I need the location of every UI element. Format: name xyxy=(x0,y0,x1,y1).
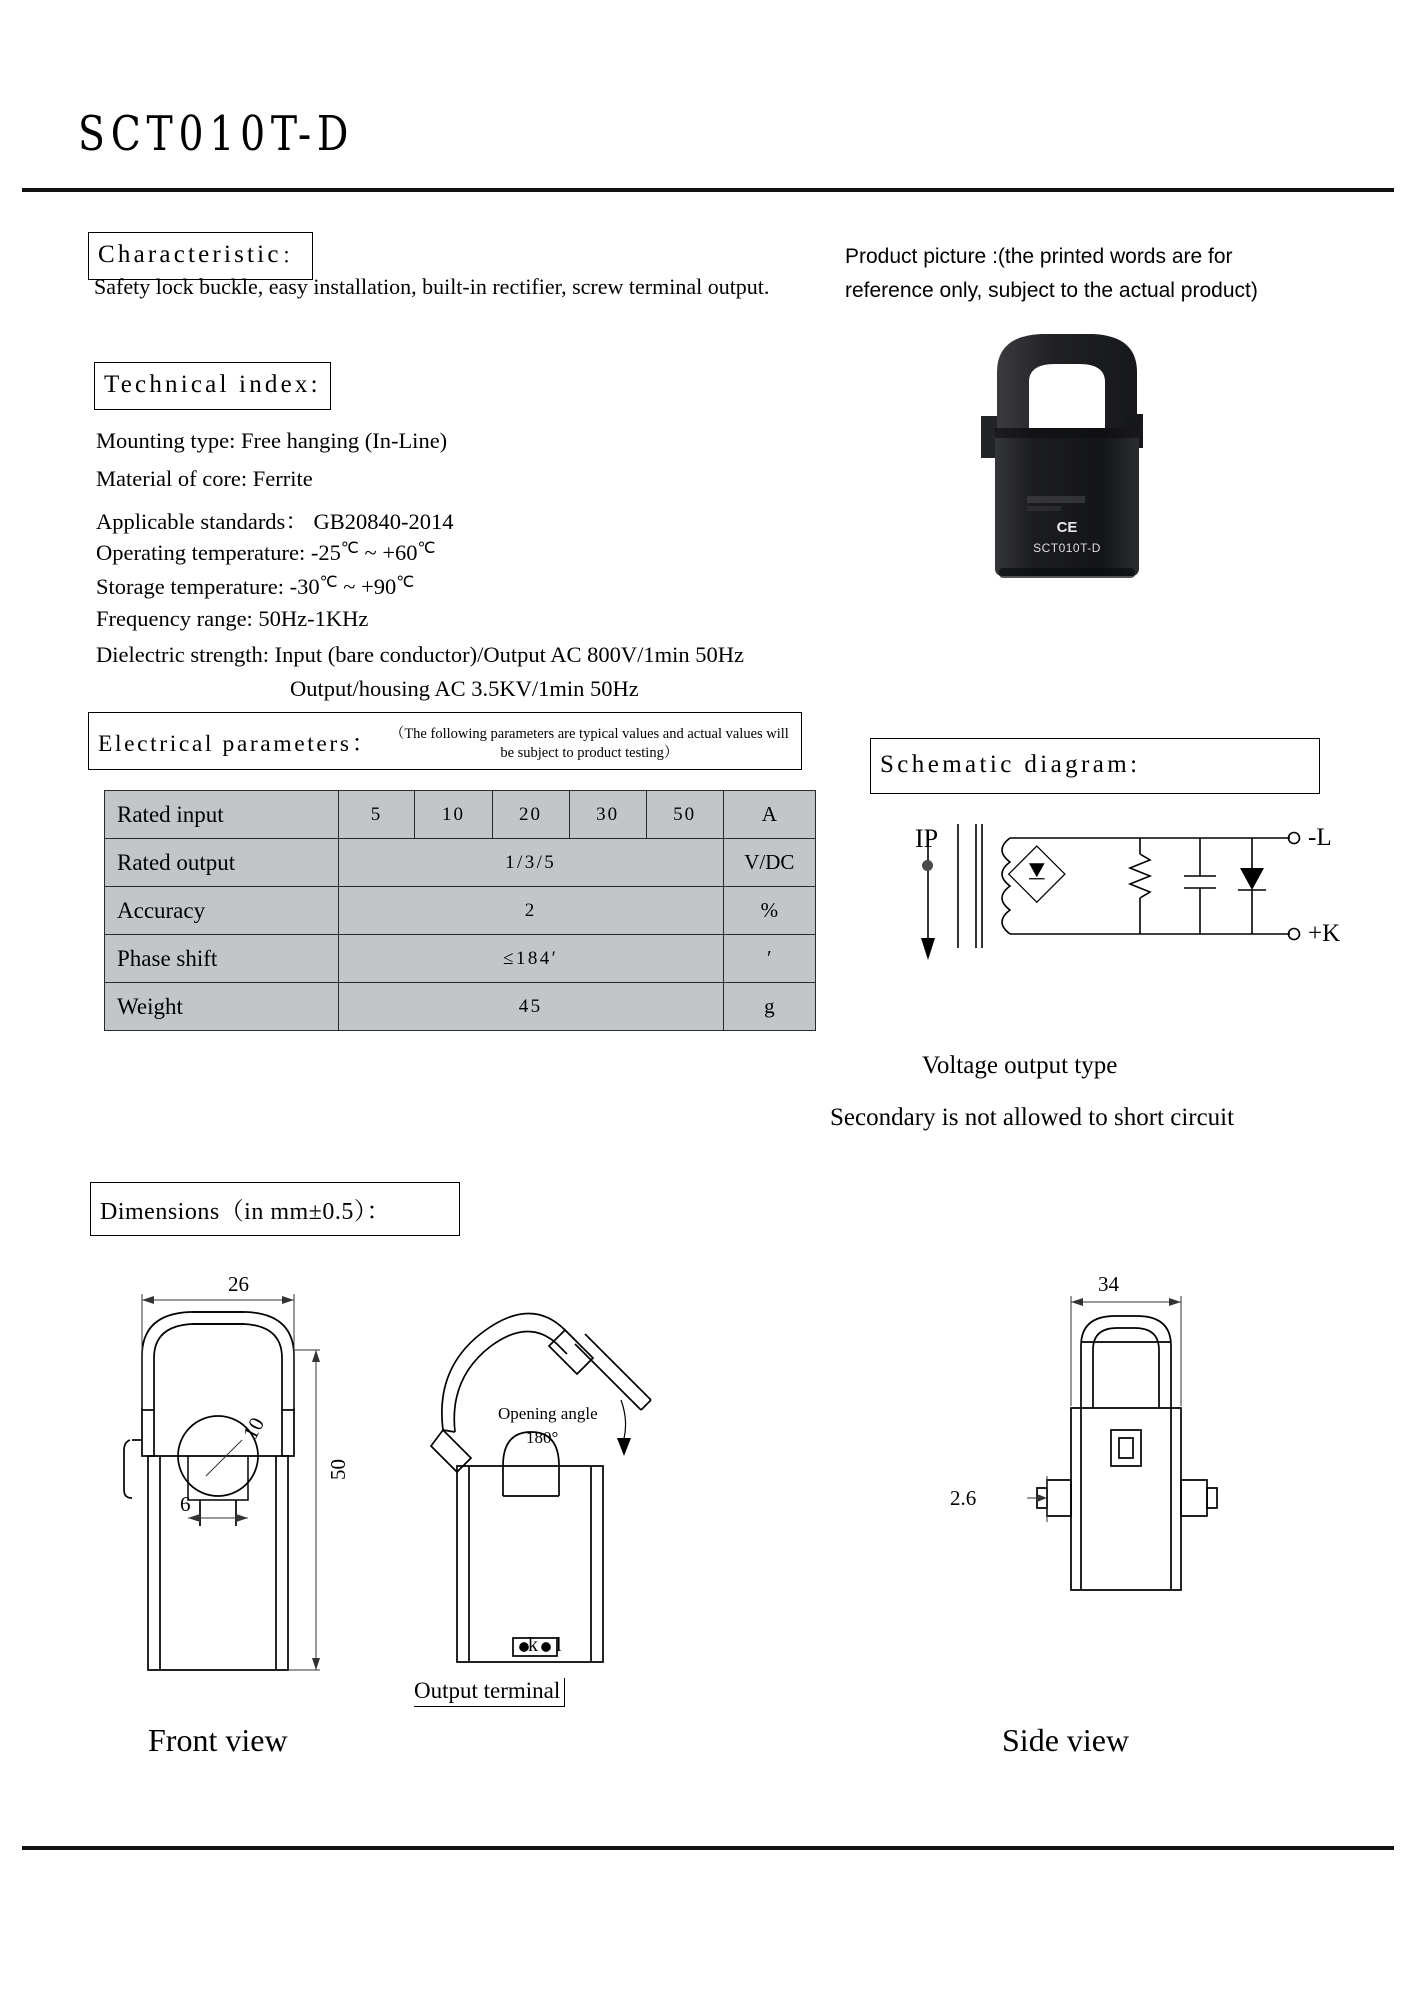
characteristic-heading-label: Characteristic xyxy=(98,241,282,268)
dimensions-heading-box xyxy=(90,1182,460,1236)
row-label-weight: Weight xyxy=(105,983,339,1031)
page-title: SCT010T-D xyxy=(78,106,355,162)
opening-angle-value: 180° xyxy=(526,1428,559,1447)
front-view-caption: Front view xyxy=(148,1722,288,1758)
row-label-accuracy: Accuracy xyxy=(105,887,339,935)
operating-temp-max: +60 xyxy=(382,540,418,566)
product-picture-caption-line2: reference only, subject to the actual product) xyxy=(845,279,1258,302)
spec-core-material: Material of core: Ferrite xyxy=(96,466,313,491)
weight-unit: g xyxy=(723,983,815,1031)
electrical-parameters-heading-box xyxy=(88,712,802,770)
opening-angle-drawing xyxy=(425,1290,675,1700)
table-row xyxy=(105,983,816,1031)
schematic-caption-short-circuit: Secondary is not allowed to short circuit xyxy=(830,1104,1235,1131)
schematic-heading-label: Schematic diagram: xyxy=(880,751,1141,778)
header-divider xyxy=(22,188,1394,192)
schematic-terminal-minus-l: -L xyxy=(1308,824,1332,851)
schematic-heading-box xyxy=(870,738,1320,794)
front-view-drawing xyxy=(120,1290,350,1700)
footer-divider xyxy=(22,1846,1394,1850)
rated-output-value: 1/3/5 xyxy=(338,839,723,887)
table-row xyxy=(105,935,816,983)
table-row xyxy=(105,791,816,839)
table-row xyxy=(105,887,816,935)
storage-temp-max: +90 xyxy=(361,574,397,600)
spec-dielectric-strength-line2: Output/housing AC 3.5KV/1min 50Hz xyxy=(290,676,639,701)
product-picture-caption-line1: Product picture :(the printed words are for xyxy=(845,245,1233,268)
rated-output-unit: V/DC xyxy=(723,839,815,887)
storage-temp-unit-max: ℃ xyxy=(396,574,415,591)
opening-angle-label: Opening angle xyxy=(498,1404,598,1423)
output-terminal-caption-box xyxy=(414,1678,565,1707)
operating-temp-unit-max: ℃ xyxy=(417,540,436,557)
schematic-terminal-plus-k: +K xyxy=(1308,920,1341,947)
accuracy-unit: % xyxy=(723,887,815,935)
spec-applicable-standards: Applicable standards： GB20840-2014 xyxy=(96,509,454,534)
electrical-parameters-note-line2: will be subject to product testing） xyxy=(500,726,789,761)
phase-shift-unit: ′ xyxy=(723,935,815,983)
storage-temp-min: -30 xyxy=(289,574,320,600)
device-model-print: SCT010T-D xyxy=(1033,541,1101,555)
side-view-caption: Side view xyxy=(1002,1722,1130,1758)
front-view-height-label: 50 xyxy=(326,1459,350,1480)
ce-mark-text: CE xyxy=(1056,519,1078,536)
electrical-parameters-table xyxy=(104,790,816,1031)
product-picture-caption xyxy=(845,240,1315,308)
side-view-drawing xyxy=(985,1290,1245,1700)
spec-frequency-range: Frequency range: 50Hz-1KHz xyxy=(96,606,369,631)
technical-index-heading-box xyxy=(94,362,331,410)
weight-value: 45 xyxy=(338,983,723,1031)
rated-input-value-5: 5 xyxy=(338,791,415,839)
storage-temp-label: Storage temperature: xyxy=(96,574,290,600)
schematic-caption-voltage-output: Voltage output type xyxy=(922,1052,1118,1079)
terminal-l-label: l xyxy=(556,1634,562,1656)
rated-input-value-20: 20 xyxy=(492,791,569,839)
rated-input-unit: A xyxy=(723,791,815,839)
front-view-inner-width-label: 6 xyxy=(180,1492,191,1516)
operating-temp-tilde: ~ xyxy=(358,540,383,566)
storage-temp-tilde: ~ xyxy=(337,574,362,600)
output-terminal-caption: Output terminal xyxy=(414,1678,561,1703)
operating-temp-label: Operating temperature: xyxy=(96,540,311,566)
rated-input-value-10: 10 xyxy=(415,791,492,839)
row-label-rated-input: Rated input xyxy=(105,791,339,839)
rated-input-value-30: 30 xyxy=(569,791,646,839)
dimensions-heading-label: Dimensions（in mm±0.5）： xyxy=(100,1198,391,1225)
table-row xyxy=(105,839,816,887)
electrical-parameters-heading-label: Electrical parameters： xyxy=(98,731,378,757)
row-label-phase-shift: Phase shift xyxy=(105,935,339,983)
rated-input-value-50: 50 xyxy=(646,791,723,839)
schematic-input-label: IP xyxy=(915,824,939,853)
technical-index-heading-label: Technical index: xyxy=(104,371,321,398)
accuracy-value: 2 xyxy=(338,887,723,935)
side-view-width-label: 34 xyxy=(1098,1272,1119,1296)
spec-dielectric-strength-line1: Dielectric strength: Input (bare conductor)/Output AC 800V/1min 50Hz xyxy=(96,642,744,667)
front-view-aperture-label: 10 xyxy=(238,1413,270,1444)
product-photo xyxy=(975,320,1175,620)
row-label-rated-output: Rated output xyxy=(105,839,339,887)
storage-temp-unit-min: ℃ xyxy=(319,574,338,591)
electrical-parameters-note-line1: （The following parameters are typical values and actual values xyxy=(389,726,763,742)
front-view-width-label: 26 xyxy=(228,1272,249,1296)
phase-shift-value: ≤184′ xyxy=(338,935,723,983)
operating-temp-unit-min: ℃ xyxy=(340,540,359,557)
characteristic-heading-colon: ： xyxy=(281,244,303,268)
spec-storage-temperature xyxy=(96,572,414,600)
operating-temp-min: -25 xyxy=(310,540,341,566)
schematic-circuit xyxy=(890,820,1340,1000)
characteristic-text: Safety lock buckle, easy installation, built-in rectifier, screw terminal output. xyxy=(94,274,770,299)
electrical-parameters-note xyxy=(378,713,801,763)
side-view-thickness-label: 2.6 xyxy=(950,1486,977,1510)
spec-mounting-type: Mounting type: Free hanging (In-Line) xyxy=(96,428,448,453)
terminal-k-label: k xyxy=(528,1634,538,1656)
schematic-input-dot xyxy=(922,860,933,871)
spec-operating-temperature xyxy=(96,538,435,566)
